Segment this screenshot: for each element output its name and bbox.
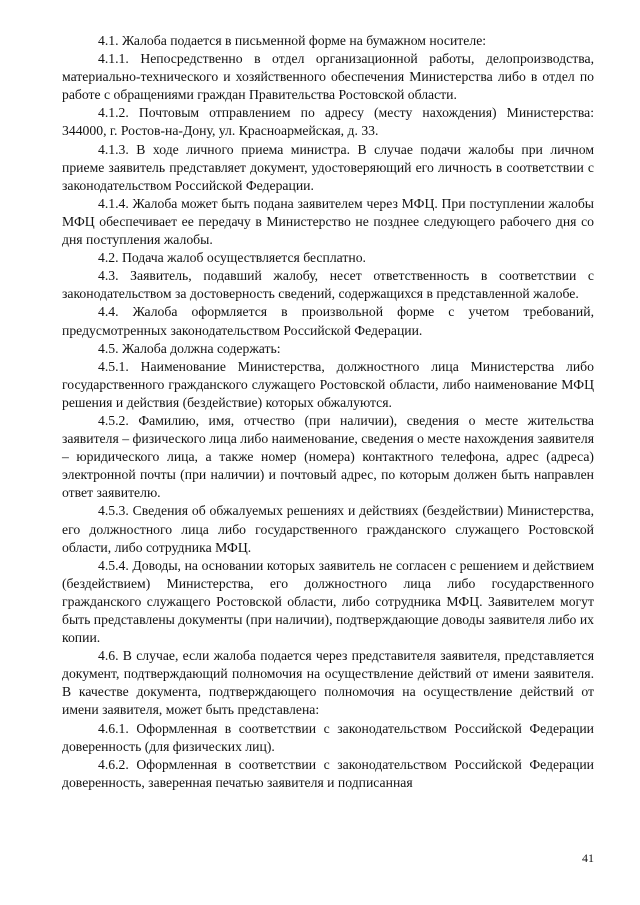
paragraph: 4.6.1. Оформленная в соответствии с законодательством Российской Федерации доверенность (для физических лиц). xyxy=(62,720,594,754)
paragraph: 4.5.1. Наименование Министерства, должностного лица Министерства либо государственного гражданского служащего Ростовской области, либо наименование МФЦ решения и действия (бездействие) которых обжалуются. xyxy=(62,358,594,410)
paragraph: 4.1.1. Непосредственно в отдел организационной работы, делопроизводства, материально-технического и хозяйственного обеспечения Министерства либо в отдел по работе с обращениями граждан Правительства Ростовской области. xyxy=(62,51,594,103)
paragraph: 4.4. Жалоба оформляется в произвольной форме с учетом требований, предусмотренных законодательством Российской Федерации. xyxy=(62,304,594,338)
paragraph: 4.2. Подача жалоб осуществляется бесплатно. xyxy=(98,250,366,266)
paragraph: 4.1.4. Жалоба может быть подана заявителем через МФЦ. При поступлении жалобы МФЦ обеспечивает ее передачу в Министерство не позднее следующего рабочего дня со дня поступления жалобы. xyxy=(62,195,594,248)
paragraph: 4.5. Жалоба должна содержать: xyxy=(98,340,281,356)
paragraph: 4.3. Заявитель, подавший жалобу, несет ответственность в соответствии с законодательством за достоверность сведений, содержащихся в представленной жалобе. xyxy=(62,268,594,302)
paragraph: 4.5.4. Доводы, на основании которых заявитель не согласен с решением и действием (бездействием) Министерства, его должностного лица либо государственного гражданского служащего Ростовской области, либо сотрудника МФЦ. Заявителем могут быть представлены документы (при наличии), подтверждающие доводы заявителя либо их копии. xyxy=(62,557,594,646)
page-number: 41 xyxy=(582,851,594,865)
paragraph: 4.1. Жалоба подается в письменной форме на бумажном носителе: xyxy=(98,33,487,48)
paragraph: 4.1.2. Почтовым отправлением по адресу (месту нахождения) Министерства: 344000, г. Ростов-на-Дону, ул. Красноармейская, д. 33. xyxy=(62,105,594,139)
paragraph: 4.1.3. В ходе личного приема министра. В случае подачи жалобы при личном приеме заявитель представляет документ, удостоверяющий его личность в соответствии с законодательством Российской Федерации. xyxy=(62,141,594,193)
paragraph: 4.5.3. Сведения об обжалуемых решениях и действиях (бездействии) Министерства, его должностного лица либо государственного гражданского служащего Ростовской области, либо сотрудника МФЦ. xyxy=(62,503,594,555)
paragraph: 4.6. В случае, если жалоба подается через представителя заявителя, представляется документ, подтверждающий полномочия на осуществление действий от имени заявителя. В качестве документа, подтверждающего полномочия на осуществление действий от имени заявителя, может быть представлена: xyxy=(62,648,594,718)
paragraph: 4.5.2. Фамилию, имя, отчество (при наличии), сведения о месте жительства заявителя – физического лица либо наименование, сведения о месте нахождения заявителя – юридического лица, а также номер (номера) контактного телефона, адрес (адреса) электронной почты (при наличии) и почтовый адрес, по которым должен быть направлен ответ заявителю. xyxy=(62,412,594,501)
paragraph: 4.6.2. Оформленная в соответствии с законодательством Российской Федерации доверенность, заверенная печатью заявителя и подписанная xyxy=(62,756,594,790)
document-body xyxy=(62,32,594,792)
